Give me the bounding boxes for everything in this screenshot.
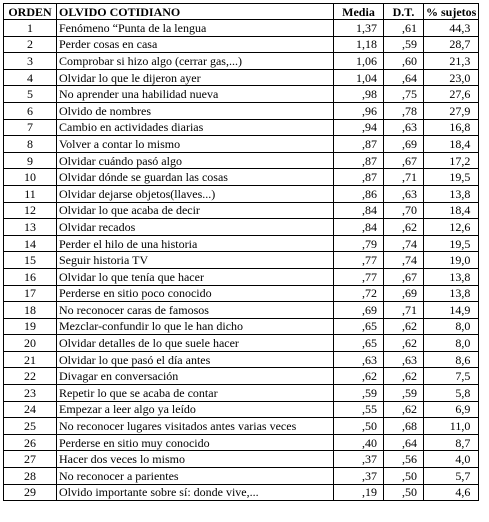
orden-cell: 3 [4,53,57,70]
orden-cell: 2 [4,36,57,53]
media-cell: ,65 [334,335,384,352]
media-cell: ,98 [334,86,384,103]
olvido-cell: No reconocer lugares visitados antes varias veces [57,418,334,435]
media-cell: ,84 [334,219,384,236]
olvido-cell: Olvidar lo que le dijeron ayer [57,69,334,86]
table-row [4,136,479,153]
media-cell: ,84 [334,202,384,219]
dt-cell: ,70 [384,202,424,219]
olvido-cell: Volver a contar lo mismo [57,136,334,153]
media-cell: ,87 [334,136,384,153]
dt-cell: ,59 [384,36,424,53]
olvido-cell: Olvido importante sobre sí: donde vive,... [57,484,334,501]
media-cell: ,63 [334,351,384,368]
header-pct: % sujetos [424,4,479,20]
table-row [4,152,479,169]
pct-cell: 5,7 [424,468,479,485]
orden-cell: 5 [4,86,57,103]
table-row [4,302,479,319]
dt-cell: ,60 [384,53,424,70]
olvido-cell: No reconocer caras de famosos [57,302,334,319]
table-row [4,86,479,103]
orden-cell: 12 [4,202,57,219]
media-cell: 1,04 [334,69,384,86]
table-row [4,318,479,335]
orden-cell: 10 [4,169,57,186]
olvidos-table [3,3,479,501]
pct-cell: 14,9 [424,302,479,319]
pct-cell: 13,8 [424,268,479,285]
olvido-cell: Olvidar recados [57,219,334,236]
table-row [4,119,479,136]
pct-cell: 11,0 [424,418,479,435]
header-dt: D.T. [384,4,424,20]
pct-cell: 21,3 [424,53,479,70]
table-row [4,235,479,252]
media-cell: 1,18 [334,36,384,53]
dt-cell: ,67 [384,268,424,285]
olvido-cell: Comprobar si hizo algo (cerrar gas,...) [57,53,334,70]
dt-cell: ,75 [384,86,424,103]
dt-cell: ,74 [384,235,424,252]
pct-cell: 13,8 [424,185,479,202]
dt-cell: ,59 [384,385,424,402]
table-row [4,335,479,352]
dt-cell: ,62 [384,318,424,335]
table-row [4,418,479,435]
pct-cell: 18,4 [424,136,479,153]
table-row [4,252,479,269]
table-row [4,202,479,219]
orden-cell: 13 [4,219,57,236]
dt-cell: ,68 [384,418,424,435]
media-cell: ,59 [334,385,384,402]
olvido-cell: Mezclar-confundir lo que le han dicho [57,318,334,335]
orden-cell: 27 [4,451,57,468]
media-cell: ,72 [334,285,384,302]
header-media: Media [334,4,384,20]
table-row [4,285,479,302]
orden-cell: 23 [4,385,57,402]
media-cell: ,87 [334,169,384,186]
media-cell: ,19 [334,484,384,501]
media-cell: ,77 [334,268,384,285]
dt-cell: ,62 [384,335,424,352]
pct-cell: 23,0 [424,69,479,86]
dt-cell: ,50 [384,468,424,485]
orden-cell: 21 [4,351,57,368]
olvido-cell: Olvidar lo que tenía que hacer [57,268,334,285]
table-row [4,185,479,202]
table-row [4,434,479,451]
olvido-cell: Repetir lo que se acaba de contar [57,385,334,402]
orden-cell: 20 [4,335,57,352]
table-row [4,451,479,468]
header-orden: ORDEN [4,4,57,20]
pct-cell: 19,5 [424,235,479,252]
orden-cell: 25 [4,418,57,435]
pct-cell: 17,2 [424,152,479,169]
table-body [4,20,479,501]
orden-cell: 28 [4,468,57,485]
table-row [4,468,479,485]
header-row [4,4,479,20]
media-cell: ,55 [334,401,384,418]
pct-cell: 6,9 [424,401,479,418]
table-row [4,102,479,119]
media-cell: 1,37 [334,20,384,37]
dt-cell: ,71 [384,169,424,186]
dt-cell: ,63 [384,119,424,136]
pct-cell: 8,6 [424,351,479,368]
pct-cell: 27,9 [424,102,479,119]
pct-cell: 19,5 [424,169,479,186]
dt-cell: ,62 [384,368,424,385]
table-row [4,20,479,37]
table-row [4,69,479,86]
orden-cell: 9 [4,152,57,169]
table-row [4,351,479,368]
orden-cell: 14 [4,235,57,252]
dt-cell: ,78 [384,102,424,119]
olvido-cell: Cambio en actividades diarias [57,119,334,136]
media-cell: ,37 [334,468,384,485]
orden-cell: 1 [4,20,57,37]
olvido-cell: Perder el hilo de una historia [57,235,334,252]
pct-cell: 5,8 [424,385,479,402]
dt-cell: ,61 [384,20,424,37]
pct-cell: 8,7 [424,434,479,451]
orden-cell: 8 [4,136,57,153]
orden-cell: 15 [4,252,57,269]
dt-cell: ,63 [384,351,424,368]
table-row [4,484,479,501]
pct-cell: 12,6 [424,219,479,236]
dt-cell: ,64 [384,434,424,451]
media-cell: ,87 [334,152,384,169]
orden-cell: 6 [4,102,57,119]
olvido-cell: Olvidar detalles de lo que suele hacer [57,335,334,352]
dt-cell: ,69 [384,285,424,302]
media-cell: ,86 [334,185,384,202]
olvido-cell: Seguir historia TV [57,252,334,269]
dt-cell: ,67 [384,152,424,169]
olvido-cell: Olvidar lo que acaba de decir [57,202,334,219]
media-cell: ,94 [334,119,384,136]
table-row [4,385,479,402]
dt-cell: ,71 [384,302,424,319]
media-cell: ,50 [334,418,384,435]
olvido-cell: Empezar a leer algo ya leído [57,401,334,418]
olvido-cell: Divagar en conversación [57,368,334,385]
pct-cell: 18,4 [424,202,479,219]
pct-cell: 19,0 [424,252,479,269]
olvido-cell: Olvidar cuándo pasó algo [57,152,334,169]
orden-cell: 16 [4,268,57,285]
olvido-cell: Perder cosas en casa [57,36,334,53]
pct-cell: 13,8 [424,285,479,302]
pct-cell: 7,5 [424,368,479,385]
olvido-cell: Hacer dos veces lo mismo [57,451,334,468]
pct-cell: 44,3 [424,20,479,37]
dt-cell: ,50 [384,484,424,501]
pct-cell: 4,6 [424,484,479,501]
olvido-cell: No aprender una habilidad nueva [57,86,334,103]
pct-cell: 8,0 [424,335,479,352]
table-row [4,268,479,285]
media-cell: ,37 [334,451,384,468]
media-cell: ,40 [334,434,384,451]
olvido-cell: Olvidar lo que pasó el día antes [57,351,334,368]
pct-cell: 4,0 [424,451,479,468]
pct-cell: 28,7 [424,36,479,53]
olvido-cell: Olvidar dónde se guardan las cosas [57,169,334,186]
dt-cell: ,56 [384,451,424,468]
orden-cell: 22 [4,368,57,385]
orden-cell: 11 [4,185,57,202]
media-cell: ,62 [334,368,384,385]
pct-cell: 16,8 [424,119,479,136]
dt-cell: ,62 [384,219,424,236]
pct-cell: 8,0 [424,318,479,335]
orden-cell: 29 [4,484,57,501]
olvido-cell: Olvido de nombres [57,102,334,119]
media-cell: ,69 [334,302,384,319]
dt-cell: ,74 [384,252,424,269]
media-cell: ,79 [334,235,384,252]
olvido-cell: No reconocer a parientes [57,468,334,485]
dt-cell: ,62 [384,401,424,418]
dt-cell: ,69 [384,136,424,153]
table-row [4,53,479,70]
orden-cell: 19 [4,318,57,335]
table-row [4,36,479,53]
orden-cell: 26 [4,434,57,451]
table-row [4,368,479,385]
orden-cell: 18 [4,302,57,319]
olvido-cell: Olvidar dejarse objetos(llaves...) [57,185,334,202]
orden-cell: 17 [4,285,57,302]
header-olvido: OLVIDO COTIDIANO [57,4,334,20]
table-row [4,401,479,418]
orden-cell: 4 [4,69,57,86]
dt-cell: ,64 [384,69,424,86]
dt-cell: ,63 [384,185,424,202]
pct-cell: 27,6 [424,86,479,103]
table-row [4,219,479,236]
media-cell: ,77 [334,252,384,269]
media-cell: ,96 [334,102,384,119]
orden-cell: 7 [4,119,57,136]
orden-cell: 24 [4,401,57,418]
media-cell: ,65 [334,318,384,335]
olvido-cell: Perderse en sitio poco conocido [57,285,334,302]
olvido-cell: Fenómeno “Punta de la lengua [57,20,334,37]
media-cell: 1,06 [334,53,384,70]
table-row [4,169,479,186]
olvido-cell: Perderse en sitio muy conocido [57,434,334,451]
